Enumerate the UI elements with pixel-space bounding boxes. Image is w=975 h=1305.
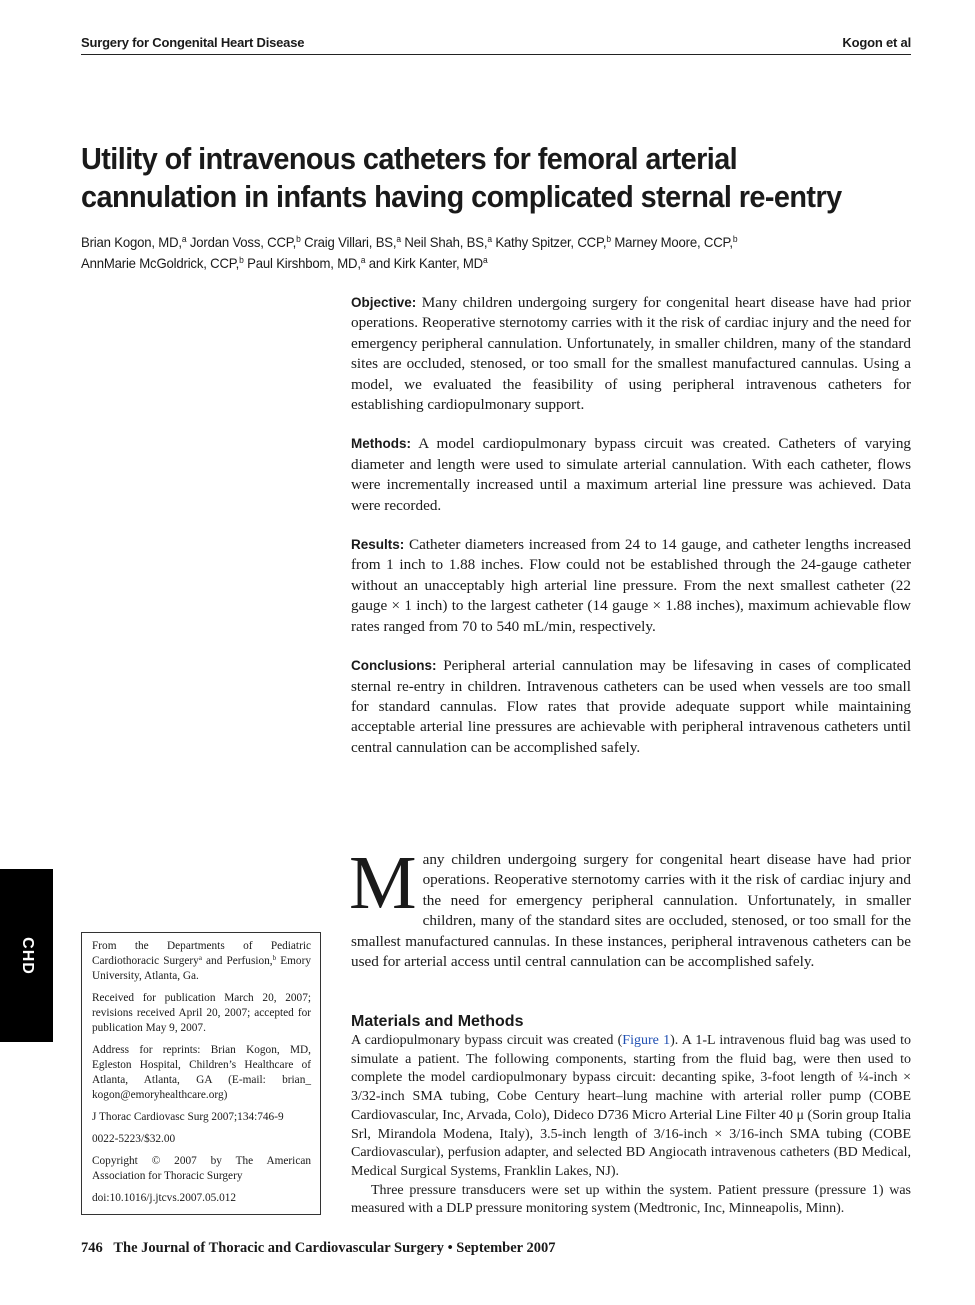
author-name: Marney Moore, CCP, — [614, 234, 733, 250]
reprint-address: Address for reprints: Brian Kogon, MD, Egleston Hospital, Children’s Healthcare of Atlanta, Atlanta, GA (E-mail: brian_ kogon@emoryhealthcare.org) — [92, 1044, 311, 1101]
methods-paragraph: Three pressure transducers were set up within the system. Patient pressure (pressure 1) was measured with a DLP pressure monitoring system (Medtronic, Inc, Minneapolis, Minn). — [351, 1182, 911, 1217]
abstract-label: Objective: — [351, 295, 417, 310]
received-dates: Received for publication March 20, 2007; revisions received April 20, 2007; accepted for publication May 9, 2007. — [92, 992, 311, 1034]
section-tab — [0, 869, 53, 1042]
abstract-text: A model cardiopulmonary bypass circuit was created. Catheters of varying diameter and length were used to simulate arterial cannulation. With each catheter, flows were incrementally increased until a maximum arterial line pressure was achieved. Data were recorded. — [351, 435, 912, 514]
author-affiliation: b — [239, 255, 244, 265]
author-name: Kathy Spitzer, CCP, — [495, 234, 607, 250]
methods-text — [351, 1032, 911, 1219]
drop-cap: M — [349, 841, 417, 925]
affiliation-text: Emory University, Atlanta, Ga. — [92, 955, 311, 982]
running-head — [81, 33, 911, 55]
author-name: Craig Villari, BS, — [304, 234, 397, 250]
introduction — [349, 841, 911, 972]
copyright: Copyright © 2007 by The American Association for Thoracic Surgery — [92, 1155, 311, 1182]
author-affiliation: a — [396, 234, 401, 244]
author-name: Paul Kirshbom, MD, — [247, 255, 361, 271]
page-footer — [81, 1240, 555, 1257]
abstract-label: Conclusions: — [351, 658, 437, 674]
issn: 0022-5223/$32.00 — [92, 1133, 176, 1145]
author-affiliation: b — [606, 234, 611, 244]
affiliation-text: From the Departments of Pediatric Cardiothoracic Surgery — [92, 940, 311, 967]
article-info-box — [81, 932, 321, 1215]
author-name: AnnMarie McGoldrick, CCP, — [81, 255, 240, 271]
intro-text: any children undergoing surgery for congenital heart disease have had prior operations. Reoperative sternotomy carries with it the risk of cardiac injury and the need for emergency peripheral cannulation. Unfortunately, in smaller children, many of the standard sites are occluded, stenosed, or too small for the smallest manufactured cannulas. In these instances, peripheral intravenous catheters can be used for arterial access until central cannulation can be accomplished safely. — [351, 851, 911, 971]
issue-date: September 2007 — [456, 1240, 556, 1256]
author-name: Neil Shah, BS, — [404, 234, 488, 250]
affiliation-mark: a — [198, 954, 202, 962]
page-number: 746 — [81, 1240, 103, 1256]
author-affiliation: a — [482, 255, 488, 265]
section-name: Surgery for Congenital Heart Disease — [81, 35, 305, 50]
abstract-objective — [351, 293, 911, 415]
abstract-methods — [351, 434, 911, 516]
author-affiliation: b — [296, 234, 301, 244]
affiliations — [92, 939, 311, 984]
author-affiliation: b — [732, 234, 738, 244]
title-line-1: Utility of intravenous catheters for femoral arterial — [81, 141, 738, 176]
methods-text-run: ). A 1-L intravenous fluid bag was used to simulate a patient. The following components, starting from the fluid bag, were then used to complete the model cardiopulmonary bypass circuit: decanting spike, 3-foot length of ¼-inch × 3/32-inch SMA tubing, Cobe Century heart–lung machine with arterial roller pump (COBE Cardiovascular, Inc, Arvada, Colo), Dideco D736 Micro Arterial Line Filter 40 μ (Sorin group Italia Srl, Mirandola Modena, Italy), 3.5-inch length of 3/16-inch × 3/16-inch SMA tubing (COBE Cardiovascular), perfusion adapter, and selected BD Angiocath intravenous catheters (BD Medical, Medical Surgical Systems, Franklin Lakes, NJ). — [351, 1033, 911, 1179]
author-affiliation: a — [487, 234, 492, 244]
section-heading: Materials and Methods — [351, 1013, 524, 1030]
abstract — [351, 293, 911, 777]
section-tab-label: CHD — [18, 936, 36, 975]
footer-separator: • — [447, 1240, 453, 1256]
methods-text-run: A cardiopulmonary bypass circuit was created ( — [351, 1033, 623, 1048]
abstract-results — [351, 535, 911, 637]
author-affiliation: a — [181, 234, 187, 244]
author-name: Brian Kogon, MD, — [81, 234, 182, 250]
journal-name: The Journal of Thoracic and Cardiovascular Surgery — [113, 1240, 444, 1256]
methods-paragraph — [351, 1032, 911, 1182]
author-affiliation: a — [360, 255, 366, 265]
abstract-text: Many children undergoing surgery for congenital heart disease have had prior operations. Reoperative sternotomy carries with it the risk of cardiac injury and the need for emergency peripheral cannulation. Unfortunately, in smaller children, many of the standard sites are occluded, stenosed, or too small for the smallest manufactured cannulas. Using a model, we evaluated the feasibility of using peripheral intravenous catheters for establishing cardiopulmonary support. — [351, 294, 911, 414]
abstract-text: Catheter diameters increased from 24 to 14 gauge, and catheter lengths increased from 1 inch to 1.88 inches. Flow could not be established through the 24-gauge catheter without an unacceptably high arterial line pressure. From the next smallest catheter (22 gauge × 1 inch) to the largest catheter (14 gauge × 1.88 inches), maximum achievable flow rates ranged from 70 to 540 mL/min, respectively. — [351, 536, 911, 635]
figure-1-link[interactable]: Figure 1 — [622, 1033, 671, 1048]
author-list — [81, 232, 908, 274]
title-line-2: cannulation in infants having complicated sternal re-entry — [81, 179, 842, 214]
doi: doi:10.1016/j.jtcvs.2007.05.012 — [92, 1192, 237, 1204]
citation: J Thorac Cardiovasc Surg 2007;134:746-9 — [92, 1111, 284, 1123]
abstract-label: Results: — [351, 537, 405, 553]
affiliation-mark: b — [272, 954, 277, 962]
abstract-text: Peripheral arterial cannulation may be lifesaving in cases of complicated sternal re-entry in children. Intravenous catheters can be used when vessels are too small for standard cannulas. Flow rates that provide adequate support while maintaining acceptable arterial line pressures are achievable with peripheral intravenous catheters until central cannulation can be accomplished safely. — [351, 657, 912, 756]
article-title — [81, 140, 862, 216]
abstract-conclusions — [351, 656, 911, 758]
author-name: Jordan Voss, CCP, — [189, 234, 297, 250]
author-short: Kogon et al — [842, 35, 911, 50]
abstract-label: Methods: — [351, 436, 411, 452]
author-name: and Kirk Kanter, MD — [368, 255, 483, 271]
affiliation-text: and Perfusion, — [201, 955, 273, 967]
